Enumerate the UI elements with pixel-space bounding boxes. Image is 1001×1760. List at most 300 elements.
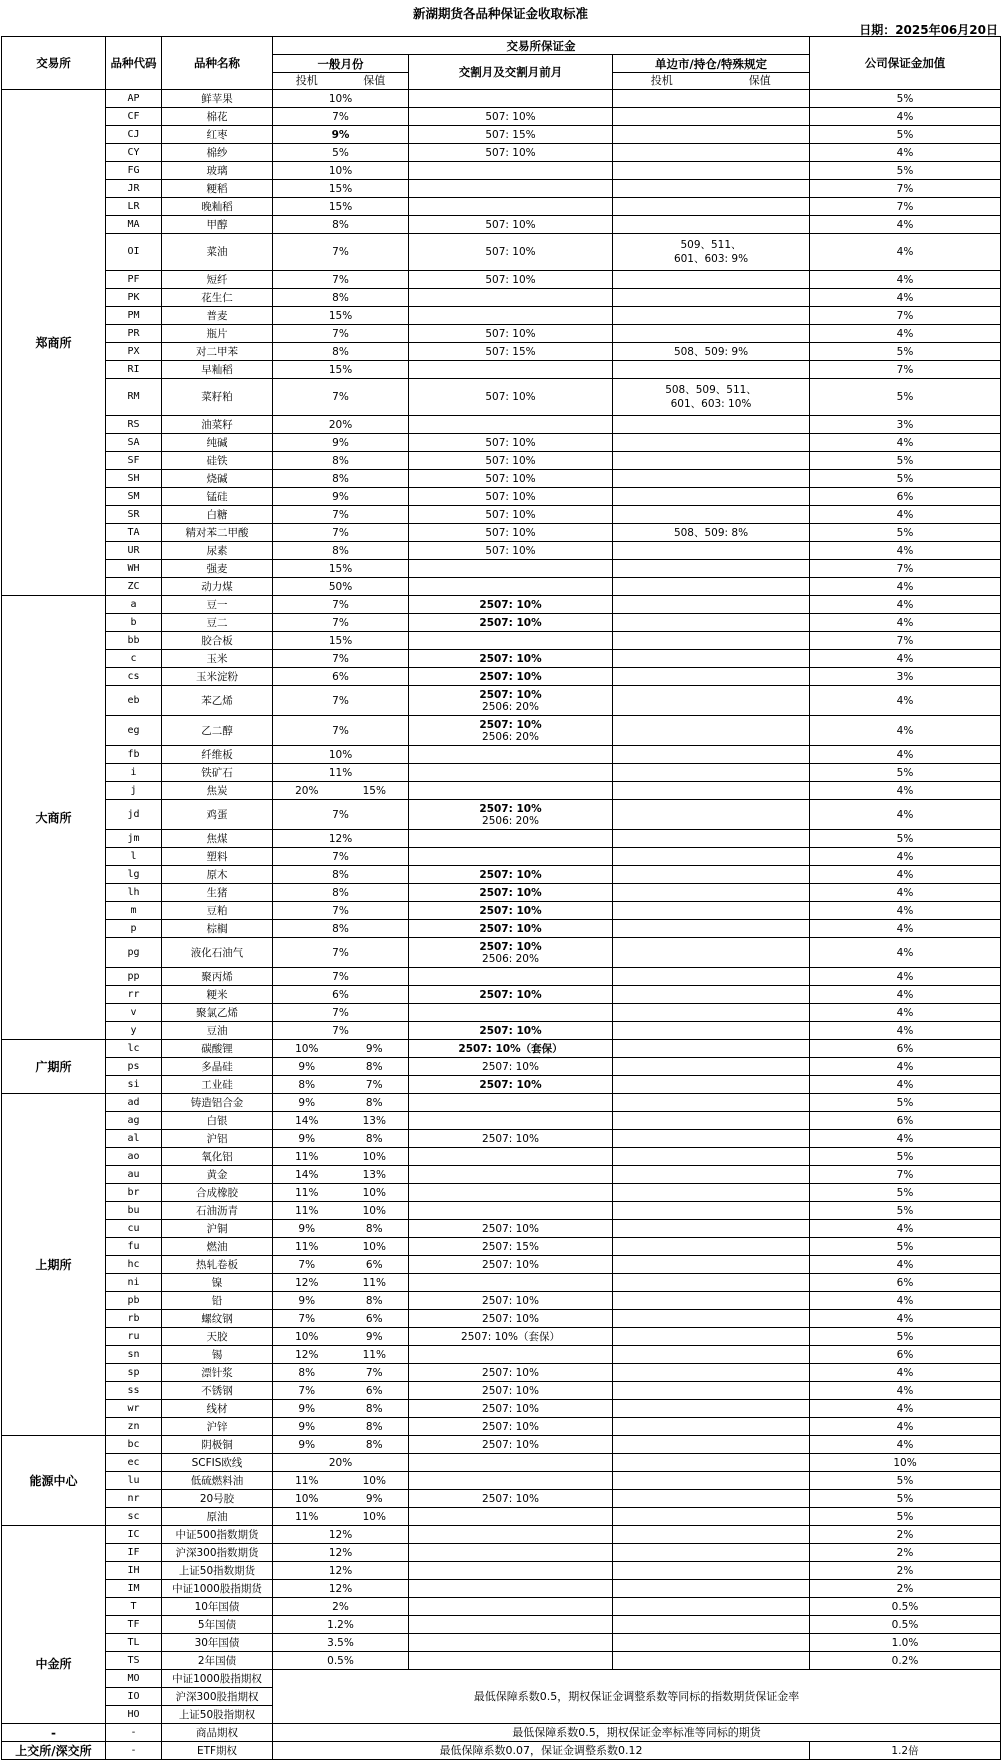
delivery-month-cell [409, 746, 613, 764]
code-cell: v [106, 1004, 162, 1022]
company-add-cell: 7% [810, 361, 1001, 379]
table-row [2, 1076, 1001, 1094]
delivery-month-line: 2507: 10% [479, 688, 542, 701]
delivery-month-cell: 2507: 10% [409, 1364, 613, 1382]
general-month-cell: 6% [273, 986, 409, 1004]
general-month-cell: 7% [273, 379, 409, 416]
header-special: 单边市/持仓/特殊规定 [613, 55, 810, 73]
name-cell: 热轧卷板 [162, 1256, 273, 1274]
general-month-cell: 7% [273, 650, 409, 668]
general-hedge-cell: 8% [341, 1094, 409, 1112]
company-add-cell: 5% [810, 379, 1001, 416]
delivery-month-cell: 507: 10% [409, 144, 613, 162]
company-add-cell: 4% [810, 271, 1001, 289]
code-cell: UR [106, 542, 162, 560]
general-month-cell: 11% [273, 764, 409, 782]
general-speculation-cell: 9% [273, 1130, 341, 1148]
delivery-month-cell: 507: 10% [409, 216, 613, 234]
special-rule-cell [613, 800, 810, 830]
name-cell: 镍 [162, 1274, 273, 1292]
general-month-cell: 9% [273, 488, 409, 506]
special-rule-cell [613, 488, 810, 506]
general-month-cell: 5% [273, 144, 409, 162]
name-cell: ETF期权 [162, 1742, 273, 1760]
code-cell: bu [106, 1202, 162, 1220]
name-cell: 玉米淀粉 [162, 668, 273, 686]
name-cell: 黄金 [162, 1166, 273, 1184]
table-row [2, 668, 1001, 686]
code-cell: pb [106, 1292, 162, 1310]
special-rule-cell [613, 325, 810, 343]
delivery-month-cell [409, 1454, 613, 1472]
name-cell: 上证50指数期货 [162, 1562, 273, 1580]
general-month-cell: 7% [273, 902, 409, 920]
name-cell: 工业硅 [162, 1076, 273, 1094]
company-add-cell: 4% [810, 144, 1001, 162]
company-add-cell: 4% [810, 986, 1001, 1004]
name-cell: 燃油 [162, 1238, 273, 1256]
general-hedge-cell: 10% [341, 1472, 409, 1490]
name-cell: 铁矿石 [162, 764, 273, 782]
table-row [2, 542, 1001, 560]
general-month-cell: 7% [273, 271, 409, 289]
delivery-month-cell [409, 1004, 613, 1022]
name-cell: 碳酸锂 [162, 1040, 273, 1058]
general-month-cell: 7% [273, 716, 409, 746]
code-cell: hc [106, 1256, 162, 1274]
general-month-cell: 6% [273, 668, 409, 686]
code-cell: ps [106, 1058, 162, 1076]
name-cell: 豆一 [162, 596, 273, 614]
delivery-month-cell [409, 1094, 613, 1112]
table-row [2, 1400, 1001, 1418]
header-exchange-margin: 交易所保证金 [273, 37, 810, 55]
general-month-cell: 7% [273, 596, 409, 614]
code-cell: SH [106, 470, 162, 488]
special-rule-cell [613, 902, 810, 920]
table-row [2, 1274, 1001, 1292]
code-cell: zn [106, 1418, 162, 1436]
special-rule-cell [613, 1508, 810, 1526]
table-row [2, 144, 1001, 162]
general-month-cell: 7% [273, 800, 409, 830]
delivery-month-cell [409, 1634, 613, 1652]
general-hedge-cell: 8% [341, 1292, 409, 1310]
delivery-month-cell [409, 1580, 613, 1598]
delivery-month-cell: 2507: 10% [409, 1058, 613, 1076]
table-row [2, 325, 1001, 343]
code-cell: PF [106, 271, 162, 289]
exchange-cell [2, 1706, 106, 1724]
delivery-month-cell [409, 632, 613, 650]
special-rule-cell [613, 1382, 810, 1400]
name-cell: 沪深300股指期权 [162, 1688, 273, 1706]
code-cell: br [106, 1184, 162, 1202]
special-rule-cell [613, 361, 810, 379]
special-rule-cell: 508、509: 9% [613, 343, 810, 361]
special-rule-cell [613, 1184, 810, 1202]
table-row [2, 488, 1001, 506]
exchange-cell: 广期所 [2, 1040, 106, 1094]
general-month-cell: 7% [273, 1004, 409, 1022]
special-rule-cell [613, 650, 810, 668]
general-hedge-cell: 13% [341, 1166, 409, 1184]
code-cell: jd [106, 800, 162, 830]
delivery-month-cell [409, 938, 613, 968]
table-row [2, 596, 1001, 614]
name-cell: 沪铝 [162, 1130, 273, 1148]
special-rule-cell [613, 506, 810, 524]
general-speculation-cell: 9% [273, 1418, 341, 1436]
company-add-cell: 5% [810, 1148, 1001, 1166]
code-cell: TF [106, 1616, 162, 1634]
delivery-month-cell [409, 578, 613, 596]
code-cell: MA [106, 216, 162, 234]
special-rule-cell [613, 1256, 810, 1274]
delivery-month-cell [409, 1202, 613, 1220]
special-rule-cell [613, 668, 810, 686]
code-cell: bb [106, 632, 162, 650]
company-add-cell: 5% [810, 524, 1001, 542]
table-row [2, 614, 1001, 632]
company-add-cell: 5% [810, 1328, 1001, 1346]
general-hedge-cell: 11% [341, 1274, 409, 1292]
name-cell: 玉米 [162, 650, 273, 668]
company-add-cell: 4% [810, 1364, 1001, 1382]
company-add-cell: 4% [810, 782, 1001, 800]
name-cell: 螺纹钢 [162, 1310, 273, 1328]
special-rule-cell [613, 1112, 810, 1130]
delivery-month-line-2: 2506: 20% [482, 952, 539, 965]
table-row [2, 1184, 1001, 1202]
special-rule-cell [613, 542, 810, 560]
code-cell: m [106, 902, 162, 920]
delivery-month-cell [409, 1166, 613, 1184]
code-cell: IC [106, 1526, 162, 1544]
delivery-month-cell [409, 1616, 613, 1634]
company-add-cell: 4% [810, 884, 1001, 902]
delivery-month-cell: 2507: 10% [409, 866, 613, 884]
general-month-cell: 8% [273, 470, 409, 488]
special-rule-cell [613, 1616, 810, 1634]
special-rule-cell [613, 1274, 810, 1292]
general-month-cell: 12% [273, 830, 409, 848]
company-add-cell: 5% [810, 1472, 1001, 1490]
company-add-cell: 3% [810, 668, 1001, 686]
company-add-cell: 10% [810, 1454, 1001, 1472]
name-cell: 硅铁 [162, 452, 273, 470]
company-add-cell: 5% [810, 764, 1001, 782]
general-month-cell: 8% [273, 216, 409, 234]
code-cell: au [106, 1166, 162, 1184]
delivery-month-cell: 507: 10% [409, 524, 613, 542]
name-cell: 红枣 [162, 126, 273, 144]
table-row [2, 162, 1001, 180]
general-hedge-cell: 8% [341, 1400, 409, 1418]
code-cell: rr [106, 986, 162, 1004]
general-month-cell: 7% [273, 938, 409, 968]
general-speculation-cell: 8% [273, 1364, 341, 1382]
delivery-month-cell [409, 848, 613, 866]
code-cell: HO [106, 1706, 162, 1724]
special-rule-cell [613, 884, 810, 902]
general-month-cell: 15% [273, 560, 409, 578]
special-rule-cell [613, 1346, 810, 1364]
company-add-cell: 7% [810, 560, 1001, 578]
general-month-cell: 10% [273, 162, 409, 180]
general-hedge-cell: 6% [341, 1310, 409, 1328]
table-row [2, 1724, 1001, 1742]
code-cell: sn [106, 1346, 162, 1364]
delivery-month-cell: 507: 15% [409, 126, 613, 144]
company-add-cell: 5% [810, 1238, 1001, 1256]
general-speculation-cell: 12% [273, 1274, 341, 1292]
special-rule-cell [613, 108, 810, 126]
special-rule-cell: 509、511、 601、603: 9% [613, 234, 810, 271]
delivery-month-cell: 2507: 10% [409, 650, 613, 668]
company-add-cell: 4% [810, 234, 1001, 271]
general-month-cell: 15% [273, 361, 409, 379]
table-row [2, 271, 1001, 289]
name-cell: 商品期权 [162, 1724, 273, 1742]
header-code: 品种代码 [106, 37, 162, 90]
general-month-cell: 12% [273, 1580, 409, 1598]
name-cell: 胶合板 [162, 632, 273, 650]
code-cell: eg [106, 716, 162, 746]
code-cell: PR [106, 325, 162, 343]
general-hedge-cell: 9% [341, 1490, 409, 1508]
delivery-month-cell: 507: 10% [409, 271, 613, 289]
exchange-cell: 上交所/深交所 [2, 1742, 106, 1760]
code-cell: FG [106, 162, 162, 180]
table-row [2, 800, 1001, 830]
special-rule-cell [613, 1202, 810, 1220]
table-row [2, 126, 1001, 144]
general-month-cell: 20% [273, 416, 409, 434]
code-cell: pp [106, 968, 162, 986]
name-cell: 粳米 [162, 986, 273, 1004]
company-add-cell: 1.2倍 [810, 1742, 1001, 1760]
delivery-month-cell: 2507: 10% [409, 1436, 613, 1454]
code-cell: RI [106, 361, 162, 379]
code-cell: bc [106, 1436, 162, 1454]
code-cell: SA [106, 434, 162, 452]
code-cell: IH [106, 1562, 162, 1580]
company-add-cell: 4% [810, 650, 1001, 668]
company-add-cell: 4% [810, 1310, 1001, 1328]
company-add-cell: 6% [810, 1346, 1001, 1364]
special-rule-cell [613, 1004, 810, 1022]
table-row [2, 1562, 1001, 1580]
name-cell: 石油沥青 [162, 1202, 273, 1220]
table-row [2, 434, 1001, 452]
delivery-month-cell: 507: 10% [409, 506, 613, 524]
name-cell: 生猪 [162, 884, 273, 902]
special-rule-cell [613, 1094, 810, 1112]
code-cell: ss [106, 1382, 162, 1400]
special-rule-cell [613, 1634, 810, 1652]
cffex-options-note: 最低保障系数0.5，期权保证金调整系数等同标的指数期货保证金率 [273, 1670, 1001, 1724]
code-cell: TS [106, 1652, 162, 1670]
general-month-cell: 12% [273, 1544, 409, 1562]
table-row [2, 1040, 1001, 1058]
special-rule-cell [613, 614, 810, 632]
general-speculation-cell: 14% [273, 1166, 341, 1184]
general-month-cell: 7% [273, 686, 409, 716]
delivery-month-cell: 2507: 10% [409, 1076, 613, 1094]
code-cell: lh [106, 884, 162, 902]
options-body [2, 1670, 1001, 1760]
delivery-month-cell [409, 1598, 613, 1616]
name-cell: 5年国债 [162, 1616, 273, 1634]
general-month-cell: 15% [273, 307, 409, 325]
company-add-cell: 2% [810, 1526, 1001, 1544]
table-row [2, 1472, 1001, 1490]
table-row [2, 1454, 1001, 1472]
table-row [2, 1652, 1001, 1670]
table-row [2, 938, 1001, 968]
delivery-month-cell [409, 1346, 613, 1364]
table-row [2, 1238, 1001, 1256]
delivery-month-cell: 507: 10% [409, 488, 613, 506]
table-row [2, 686, 1001, 716]
code-cell: i [106, 764, 162, 782]
code-cell: ec [106, 1454, 162, 1472]
company-add-cell: 4% [810, 1436, 1001, 1454]
general-hedge-cell: 10% [341, 1508, 409, 1526]
special-rule-cell [613, 986, 810, 1004]
name-cell: 天胶 [162, 1328, 273, 1346]
header-special-speculation: 投机 [613, 73, 711, 90]
code-cell: LR [106, 198, 162, 216]
delivery-month-cell [409, 560, 613, 578]
name-cell: 花生仁 [162, 289, 273, 307]
general-hedge-cell: 8% [341, 1058, 409, 1076]
name-cell: 豆二 [162, 614, 273, 632]
general-month-cell: 12% [273, 1526, 409, 1544]
table-row [2, 968, 1001, 986]
table-row [2, 198, 1001, 216]
delivery-month-cell: 507: 10% [409, 379, 613, 416]
general-hedge-cell: 10% [341, 1238, 409, 1256]
general-month-cell: 7% [273, 968, 409, 986]
delivery-month-cell [409, 1184, 613, 1202]
table-row [2, 1112, 1001, 1130]
table-row [2, 884, 1001, 902]
name-cell: 阴极铜 [162, 1436, 273, 1454]
code-cell: SM [106, 488, 162, 506]
delivery-month-cell: 2507: 10% [409, 1256, 613, 1274]
code-cell: p [106, 920, 162, 938]
delivery-month-cell: 2507: 10% [409, 1310, 613, 1328]
general-speculation-cell: 10% [273, 1040, 341, 1058]
company-add-cell: 5% [810, 1094, 1001, 1112]
special-rule-cell [613, 1454, 810, 1472]
company-add-cell: 4% [810, 1292, 1001, 1310]
table-row [2, 216, 1001, 234]
code-cell: b [106, 614, 162, 632]
table-row [2, 1382, 1001, 1400]
table-row [2, 1256, 1001, 1274]
exchange-cell: 上期所 [2, 1094, 106, 1436]
code-cell: JR [106, 180, 162, 198]
general-month-cell: 20% [273, 1454, 409, 1472]
code-cell: wr [106, 1400, 162, 1418]
company-add-cell: 4% [810, 800, 1001, 830]
company-add-cell: 4% [810, 108, 1001, 126]
delivery-month-cell [409, 1562, 613, 1580]
table-row [2, 902, 1001, 920]
delivery-month-cell: 507: 10% [409, 452, 613, 470]
special-rule-cell [613, 162, 810, 180]
special-rule-cell [613, 180, 810, 198]
company-add-cell: 7% [810, 180, 1001, 198]
delivery-month-cell [409, 800, 613, 830]
company-add-cell: 4% [810, 1418, 1001, 1436]
name-cell: 30年国债 [162, 1634, 273, 1652]
table-row [2, 764, 1001, 782]
code-cell: fu [106, 1238, 162, 1256]
name-cell: 菜油 [162, 234, 273, 271]
name-cell: 烧碱 [162, 470, 273, 488]
name-cell: 白银 [162, 1112, 273, 1130]
general-speculation-cell: 11% [273, 1238, 341, 1256]
code-cell: ni [106, 1274, 162, 1292]
delivery-month-cell [409, 1274, 613, 1292]
general-month-cell: 9% [273, 126, 409, 144]
code-cell: jm [106, 830, 162, 848]
special-rule-cell [613, 1598, 810, 1616]
code-cell: sp [106, 1364, 162, 1382]
name-cell: 塑料 [162, 848, 273, 866]
delivery-month-cell: 2507: 10% [409, 668, 613, 686]
general-speculation-cell: 9% [273, 1058, 341, 1076]
delivery-month-cell: 2507: 10% [409, 1292, 613, 1310]
code-cell: eb [106, 686, 162, 716]
special-rule-cell [613, 144, 810, 162]
code-cell: j [106, 782, 162, 800]
general-month-cell: 8% [273, 866, 409, 884]
table-row [2, 1670, 1001, 1688]
name-cell: 豆粕 [162, 902, 273, 920]
company-add-cell: 4% [810, 938, 1001, 968]
name-cell: 对二甲苯 [162, 343, 273, 361]
special-rule-cell [613, 938, 810, 968]
special-rule-cell [613, 1148, 810, 1166]
table-row [2, 1490, 1001, 1508]
delivery-month-cell: 2507: 10% [409, 1418, 613, 1436]
special-rule-cell: 508、509、511、 601、603: 10% [613, 379, 810, 416]
name-cell: 精对苯二甲酸 [162, 524, 273, 542]
code-cell: PX [106, 343, 162, 361]
name-cell: 棉花 [162, 108, 273, 126]
company-add-cell: 5% [810, 126, 1001, 144]
code-cell: si [106, 1076, 162, 1094]
special-rule-cell [613, 198, 810, 216]
table-row [2, 506, 1001, 524]
delivery-month-cell [409, 1508, 613, 1526]
general-speculation-cell: 7% [273, 1256, 341, 1274]
table-row [2, 650, 1001, 668]
name-cell: 20号胶 [162, 1490, 273, 1508]
company-add-cell: 4% [810, 216, 1001, 234]
table-row [2, 1328, 1001, 1346]
company-add-cell: 4% [810, 542, 1001, 560]
code-cell: cu [106, 1220, 162, 1238]
special-rule-cell [613, 1580, 810, 1598]
special-rule-cell [613, 1436, 810, 1454]
header-name: 品种名称 [162, 37, 273, 90]
